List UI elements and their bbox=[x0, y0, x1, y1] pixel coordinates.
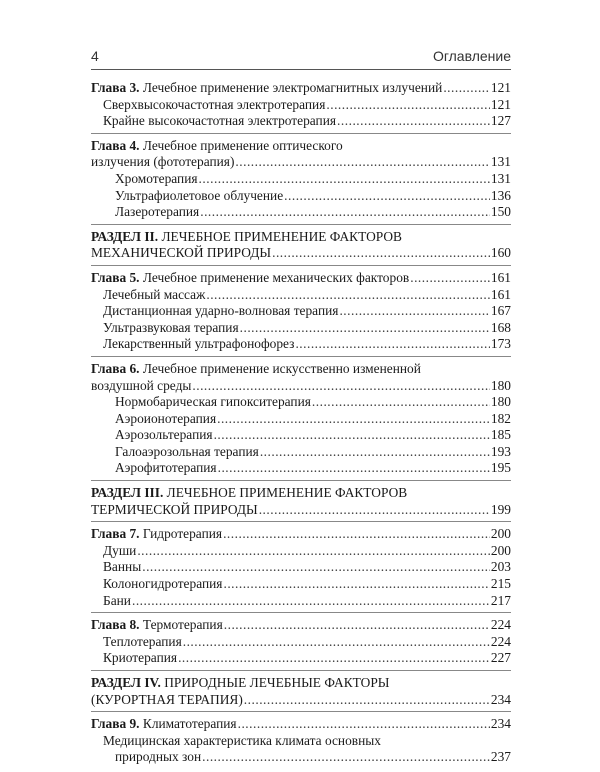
dot-leader bbox=[337, 113, 490, 130]
chapter-label: Глава 3. bbox=[91, 80, 140, 95]
toc-chapter-6 bbox=[91, 360, 511, 481]
dot-leader bbox=[132, 593, 490, 610]
dot-leader bbox=[183, 634, 490, 651]
chapter-title-line1: Лечебное применение искусственно измененной bbox=[139, 360, 421, 376]
dot-leader bbox=[218, 460, 490, 477]
toc-entry[interactable] bbox=[91, 634, 511, 651]
dot-leader bbox=[178, 650, 490, 667]
page-ref: 161 bbox=[490, 269, 511, 285]
entry-title: Бани bbox=[103, 592, 131, 608]
dot-leader bbox=[272, 245, 490, 262]
toc-entry-section-line[interactable] bbox=[91, 675, 511, 692]
page-ref: 121 bbox=[490, 96, 511, 112]
toc-entry-chapter-line[interactable] bbox=[91, 361, 511, 378]
dot-leader bbox=[223, 526, 490, 543]
page-ref: 131 bbox=[490, 170, 511, 186]
toc-entry-chapter[interactable] bbox=[91, 716, 511, 733]
toc-entry-chapter[interactable] bbox=[91, 526, 511, 543]
dot-leader bbox=[217, 411, 490, 428]
chapter-label: Глава 9. bbox=[91, 716, 140, 732]
dot-leader bbox=[235, 154, 490, 171]
page-ref: 215 bbox=[490, 576, 511, 592]
page-ref: 168 bbox=[490, 319, 511, 335]
dot-leader bbox=[295, 336, 489, 353]
toc-chapter-7 bbox=[91, 525, 511, 613]
dot-leader bbox=[206, 287, 490, 304]
toc-entry-chapter[interactable] bbox=[91, 270, 511, 287]
toc-entry-section[interactable] bbox=[91, 245, 511, 262]
chapter-title: Термотерапия bbox=[139, 617, 223, 633]
entry-title: Лазеротерапия bbox=[115, 204, 200, 220]
toc-entry-section[interactable] bbox=[91, 502, 511, 519]
header-rule bbox=[91, 69, 511, 70]
page-ref: 131 bbox=[490, 154, 511, 170]
section-title-line1: ПРИРОДНЫЕ ЛЕЧЕБНЫЕ ФАКТОРЫ bbox=[160, 675, 390, 690]
dot-leader bbox=[137, 543, 490, 560]
toc-entry-chapter[interactable] bbox=[91, 378, 511, 395]
dot-leader bbox=[259, 502, 490, 519]
chapter-title: Гидротерапия bbox=[139, 526, 223, 542]
entry-title: Теплотерапия bbox=[103, 633, 182, 649]
dot-leader bbox=[312, 394, 490, 411]
toc-entry-section-line[interactable] bbox=[91, 229, 511, 246]
page-ref: 127 bbox=[490, 113, 511, 129]
page-ref: 234 bbox=[490, 716, 511, 732]
dot-leader bbox=[244, 692, 490, 709]
toc-entry-section-line[interactable] bbox=[91, 485, 511, 502]
dot-leader bbox=[214, 427, 490, 444]
entry-title: Ультразвуковая терапия bbox=[103, 319, 239, 335]
entry-title: Хромотерапия bbox=[115, 170, 198, 186]
toc-entry[interactable] bbox=[91, 427, 511, 444]
chapter-title: Лечебное применение электромагнитных излучений bbox=[139, 80, 443, 95]
page-ref: 180 bbox=[490, 377, 511, 393]
dot-leader bbox=[410, 270, 490, 287]
page-ref: 173 bbox=[490, 336, 511, 352]
running-title: Оглавление bbox=[432, 48, 511, 64]
toc-entry[interactable] bbox=[91, 444, 511, 461]
section-label: РАЗДЕЛ III. bbox=[91, 485, 164, 501]
entry-title: Криотерапия bbox=[103, 650, 178, 666]
toc-entry[interactable] bbox=[91, 749, 511, 766]
page-ref: 167 bbox=[490, 303, 511, 319]
toc-entry[interactable] bbox=[91, 188, 511, 205]
entry-title: Сверхвысокочастотная электротерапия bbox=[103, 96, 326, 112]
chapter-title: Лечебное применение механических факторов bbox=[139, 269, 410, 285]
toc-entry[interactable] bbox=[91, 543, 511, 560]
entry-title: Аэрозольтерапия bbox=[115, 427, 213, 443]
toc-chapter-3 bbox=[91, 79, 511, 134]
dot-leader bbox=[200, 204, 490, 221]
page-ref: 180 bbox=[490, 394, 511, 410]
chapter-title-line2: воздушной среды bbox=[91, 377, 192, 393]
toc-entry[interactable] bbox=[91, 650, 511, 667]
dot-leader bbox=[240, 320, 490, 337]
chapter-label: Глава 7. bbox=[91, 526, 140, 542]
page-ref: 150 bbox=[490, 204, 511, 220]
table-of-contents bbox=[91, 79, 511, 772]
entry-title: Нормобарическая гипокситерапия bbox=[115, 394, 311, 410]
page-ref: 200 bbox=[490, 526, 511, 542]
toc-entry-chapter-line[interactable] bbox=[91, 138, 511, 155]
toc-entry[interactable] bbox=[91, 460, 511, 477]
page-ref: 227 bbox=[490, 650, 511, 666]
dot-leader bbox=[443, 80, 490, 97]
dot-leader bbox=[142, 559, 490, 576]
section-title-line1: ЛЕЧЕБНОЕ ПРИМЕНЕНИЕ ФАКТОРОВ bbox=[158, 228, 402, 244]
toc-entry[interactable] bbox=[91, 559, 511, 576]
page-ref: 136 bbox=[490, 187, 511, 203]
toc-entry[interactable] bbox=[91, 204, 511, 221]
section-title-line2: ТЕРМИЧЕСКОЙ ПРИРОДЫ bbox=[91, 501, 258, 517]
section-label: РАЗДЕЛ II. bbox=[91, 228, 159, 244]
toc-entry[interactable] bbox=[91, 287, 511, 304]
entry-title: Колоногидротерапия bbox=[103, 576, 223, 592]
dot-leader bbox=[238, 716, 490, 733]
toc-entry[interactable] bbox=[91, 593, 511, 610]
toc-chapter-4 bbox=[91, 137, 511, 225]
page-ref: 199 bbox=[490, 501, 511, 517]
dot-leader bbox=[326, 97, 490, 114]
dot-leader bbox=[223, 576, 489, 593]
page-ref: 121 bbox=[490, 80, 511, 95]
chapter-label: Глава 6. bbox=[91, 360, 140, 376]
entry-title: Ванны bbox=[103, 559, 142, 575]
toc-section-3 bbox=[91, 484, 511, 522]
toc-entry[interactable] bbox=[91, 576, 511, 593]
toc-entry-chapter[interactable] bbox=[91, 617, 511, 634]
entry-title-line1: Медицинская характеристика климата основных bbox=[103, 732, 381, 748]
dot-leader bbox=[192, 378, 490, 395]
entry-title: Лечебный массаж bbox=[103, 286, 206, 302]
page-ref: 224 bbox=[490, 617, 511, 633]
page-ref: 185 bbox=[490, 427, 511, 443]
entry-title: Лекарственный ультрафонофорез bbox=[103, 336, 295, 352]
dot-leader bbox=[260, 444, 490, 461]
page-ref: 160 bbox=[490, 245, 511, 261]
entry-title: Крайне высокочастотная электротерапия bbox=[103, 113, 337, 129]
toc-entry-line[interactable] bbox=[91, 733, 511, 750]
dot-leader bbox=[339, 303, 489, 320]
toc-entry-section[interactable] bbox=[91, 692, 511, 709]
toc-chapter-5 bbox=[91, 269, 511, 357]
toc-entry[interactable] bbox=[91, 171, 511, 188]
section-title-line2: (КУРОРТНАЯ ТЕРАПИЯ) bbox=[91, 691, 243, 707]
section-label: РАЗДЕЛ IV. bbox=[91, 675, 161, 690]
page-ref: 161 bbox=[490, 286, 511, 302]
chapter-label: Глава 8. bbox=[91, 617, 140, 633]
entry-title: Души bbox=[103, 542, 137, 558]
toc-entry-chapter[interactable] bbox=[91, 80, 511, 97]
toc-entry[interactable] bbox=[91, 336, 511, 353]
entry-title: Ультрафиолетовое облучение bbox=[115, 187, 284, 203]
page-ref: 224 bbox=[490, 633, 511, 649]
chapter-title-line2: излучения (фототерапия) bbox=[91, 154, 235, 170]
toc-chapter-9 bbox=[91, 715, 511, 769]
dot-leader bbox=[284, 188, 490, 205]
toc-section-4 bbox=[91, 674, 511, 712]
page-ref: 182 bbox=[490, 410, 511, 426]
running-header bbox=[91, 46, 511, 70]
toc-entry[interactable] bbox=[91, 113, 511, 130]
entry-title: Дистанционная ударно-волновая терапия bbox=[103, 303, 339, 319]
toc-entry[interactable] bbox=[91, 303, 511, 320]
entry-title-line2: природных зон bbox=[115, 749, 202, 765]
chapter-label: Глава 5. bbox=[91, 269, 140, 285]
page-ref: 195 bbox=[490, 460, 511, 476]
chapter-title: Климатотерапия bbox=[139, 716, 237, 732]
entry-title: Галоаэрозольная терапия bbox=[115, 443, 259, 459]
toc-chapter-8 bbox=[91, 616, 511, 671]
section-title-line1: ЛЕЧЕБНОЕ ПРИМЕНЕНИЕ ФАКТОРОВ bbox=[163, 485, 408, 501]
section-title-line2: МЕХАНИЧЕСКОЙ ПРИРОДЫ bbox=[91, 245, 272, 261]
page-number: 4 bbox=[91, 48, 99, 64]
dot-leader bbox=[199, 171, 490, 188]
page-ref: 203 bbox=[490, 559, 511, 575]
toc-entry[interactable] bbox=[91, 411, 511, 428]
toc-entry[interactable] bbox=[91, 394, 511, 411]
toc-entry[interactable] bbox=[91, 320, 511, 337]
toc-section-2 bbox=[91, 228, 511, 266]
dot-leader bbox=[202, 749, 490, 766]
page-ref: 193 bbox=[490, 443, 511, 459]
page-ref: 217 bbox=[490, 592, 511, 608]
entry-title: Аэроионотерапия bbox=[115, 410, 217, 426]
page-ref: 234 bbox=[490, 691, 511, 707]
dot-leader bbox=[224, 617, 490, 634]
toc-entry-chapter[interactable] bbox=[91, 154, 511, 171]
page-ref: 237 bbox=[490, 749, 511, 765]
chapter-title-line1: Лечебное применение оптического bbox=[139, 137, 343, 153]
chapter-label: Глава 4. bbox=[91, 137, 140, 153]
entry-title: Аэрофитотерапия bbox=[115, 460, 217, 476]
toc-entry[interactable] bbox=[91, 97, 511, 114]
page-ref: 200 bbox=[490, 542, 511, 558]
